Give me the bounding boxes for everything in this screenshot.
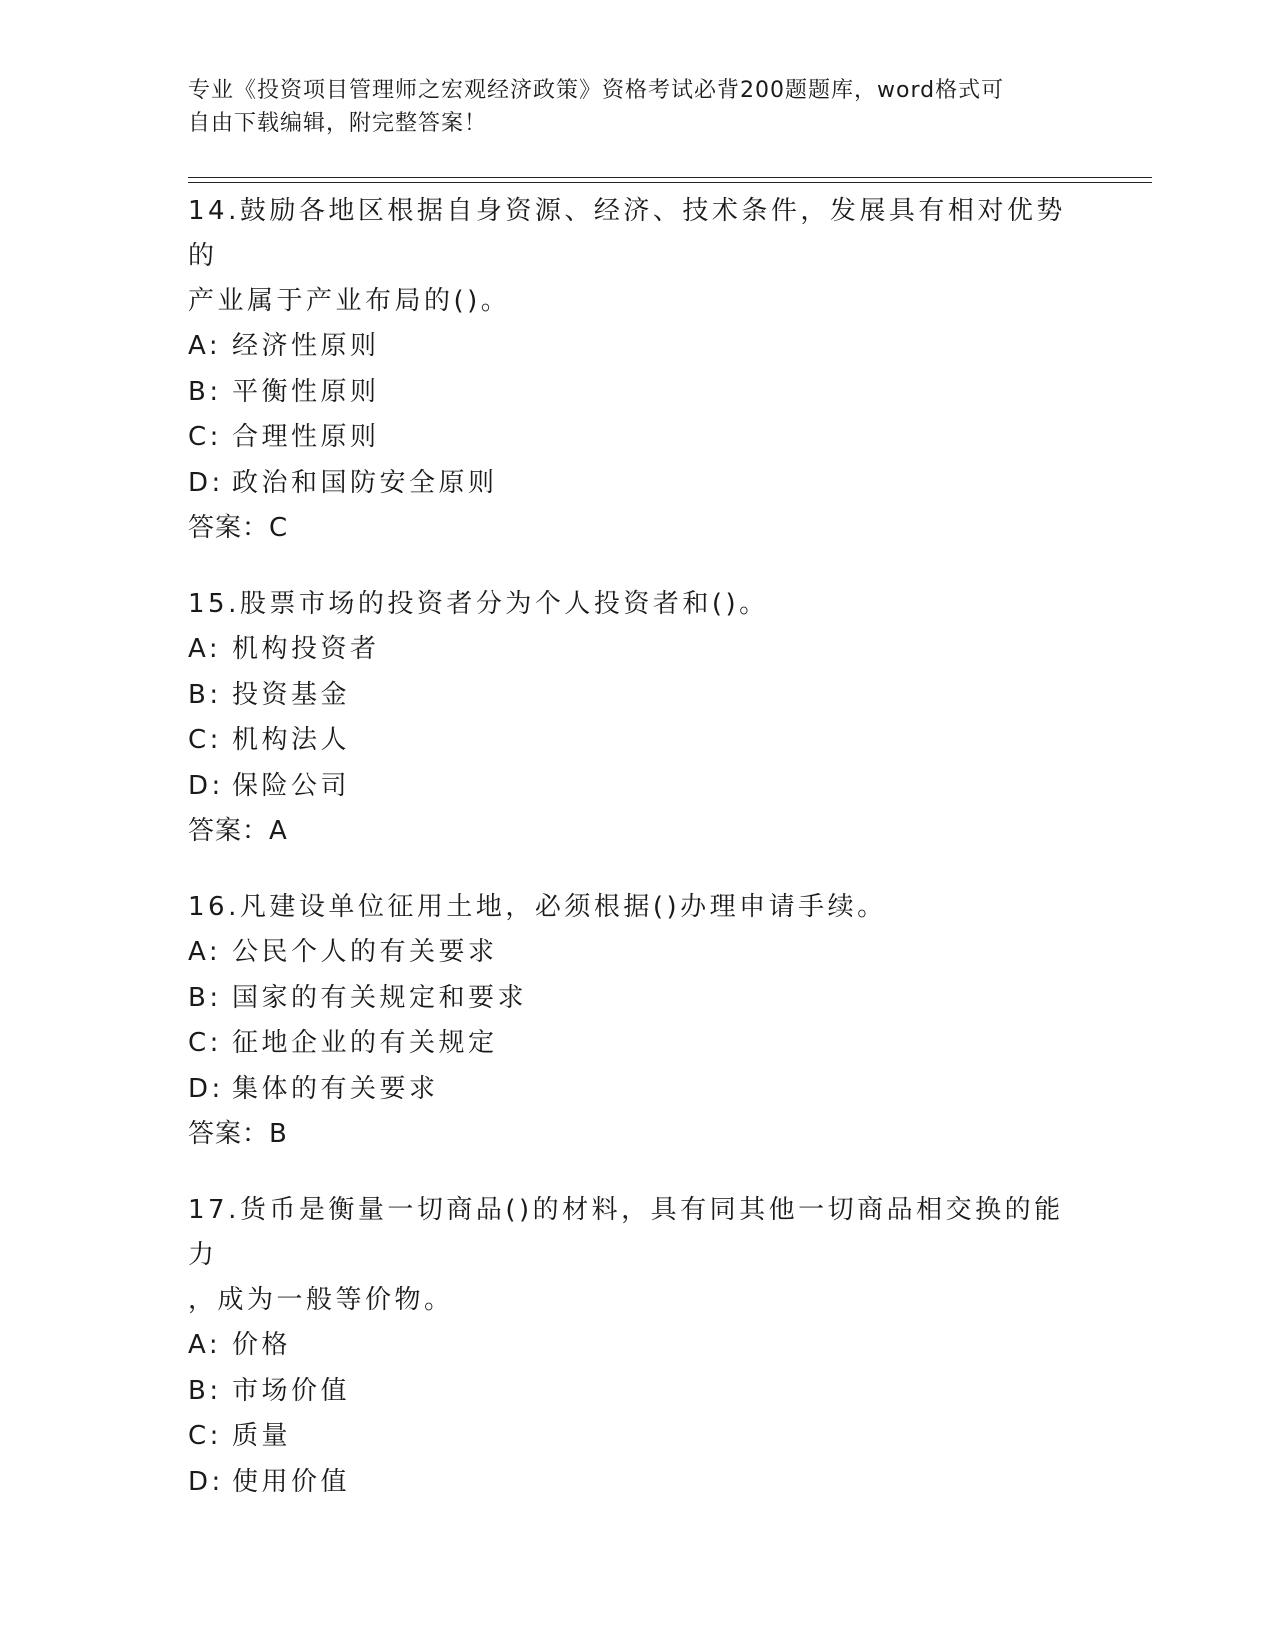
option-letter: B: bbox=[188, 982, 222, 1013]
option-d bbox=[188, 764, 1088, 810]
option-letter: A: bbox=[188, 634, 222, 664]
option-letter: D: bbox=[188, 467, 224, 498]
question-stem bbox=[188, 885, 1088, 930]
option-text: 保险公司 bbox=[232, 770, 351, 801]
option-text: 机构投资者 bbox=[232, 634, 380, 664]
answer-line: 答案：B bbox=[188, 1119, 288, 1149]
header-divider-bottom bbox=[188, 182, 1152, 183]
option-letter: B: bbox=[188, 679, 222, 710]
option-d bbox=[188, 1067, 1088, 1113]
question-16 bbox=[188, 885, 1088, 1157]
header-title-line-2: 自由下载编辑，附完整答案！ bbox=[188, 111, 488, 136]
option-text: 公民个人的有关要求 bbox=[232, 937, 498, 967]
question-17 bbox=[188, 1188, 1088, 1505]
option-a bbox=[188, 1323, 1088, 1369]
question-stem-line: 14.鼓励各地区根据自身资源、经济、技术条件，发展具有相对优势的 bbox=[188, 196, 1066, 271]
option-text: 征地企业的有关规定 bbox=[232, 1028, 498, 1058]
option-letter: A: bbox=[188, 937, 222, 967]
option-letter: C: bbox=[188, 1028, 222, 1058]
option-letter: C: bbox=[188, 422, 222, 452]
option-text: 价格 bbox=[232, 1330, 292, 1360]
option-a bbox=[188, 324, 1088, 370]
option-a bbox=[188, 930, 1088, 976]
header-title-line-1: 专业《投资项目管理师之宏观经济政策》资格考试必背200题题库，word格式可 bbox=[188, 78, 1005, 103]
question-stem bbox=[188, 582, 1088, 627]
option-b bbox=[188, 370, 1088, 416]
option-d bbox=[188, 1460, 1088, 1506]
option-letter: A: bbox=[188, 1330, 222, 1360]
question-stem-line: ，成为一般等价物。 bbox=[188, 1285, 454, 1315]
option-text: 平衡性原则 bbox=[232, 376, 380, 407]
option-text: 国家的有关规定和要求 bbox=[232, 982, 528, 1013]
question-stem-line: 15.股票市场的投资者分为个人投资者和()。 bbox=[188, 589, 769, 619]
option-c bbox=[188, 1021, 1088, 1067]
question-stem bbox=[188, 1188, 1088, 1323]
option-text: 集体的有关要求 bbox=[232, 1073, 439, 1104]
option-c bbox=[188, 718, 1088, 764]
option-text: 投资基金 bbox=[232, 679, 351, 710]
question-stem bbox=[188, 189, 1088, 324]
option-letter: A: bbox=[188, 331, 222, 361]
option-b bbox=[188, 976, 1088, 1022]
option-letter: B: bbox=[188, 376, 222, 407]
option-b bbox=[188, 673, 1088, 719]
question-stem-line: 产业属于产业布局的()。 bbox=[188, 286, 511, 316]
question-list bbox=[188, 189, 1088, 1536]
answer-line: 答案：C bbox=[188, 513, 289, 543]
document-header bbox=[188, 74, 1088, 140]
question-stem-line: 16.凡建设单位征用土地，必须根据()办理申请手续。 bbox=[188, 892, 887, 922]
question-stem-line: 17.货币是衡量一切商品()的材料，具有同其他一切商品相交换的能力 bbox=[188, 1195, 1064, 1270]
header-divider-top bbox=[188, 177, 1152, 178]
option-letter: C: bbox=[188, 1421, 222, 1451]
option-text: 机构法人 bbox=[232, 725, 351, 755]
option-letter: D: bbox=[188, 1073, 224, 1104]
option-a bbox=[188, 627, 1088, 673]
option-letter: D: bbox=[188, 1466, 224, 1497]
option-text: 政治和国防安全原则 bbox=[232, 467, 498, 498]
question-15 bbox=[188, 582, 1088, 854]
answer-line: 答案：A bbox=[188, 816, 288, 846]
option-d bbox=[188, 461, 1088, 507]
option-letter: C: bbox=[188, 725, 222, 755]
option-c bbox=[188, 415, 1088, 461]
option-letter: D: bbox=[188, 770, 224, 801]
option-text: 使用价值 bbox=[232, 1466, 351, 1497]
option-text: 经济性原则 bbox=[232, 331, 380, 361]
question-14 bbox=[188, 189, 1088, 551]
option-c bbox=[188, 1414, 1088, 1460]
option-text: 合理性原则 bbox=[232, 422, 380, 452]
option-b bbox=[188, 1369, 1088, 1415]
option-text: 市场价值 bbox=[232, 1375, 351, 1406]
option-text: 质量 bbox=[232, 1421, 292, 1451]
option-letter: B: bbox=[188, 1375, 222, 1406]
